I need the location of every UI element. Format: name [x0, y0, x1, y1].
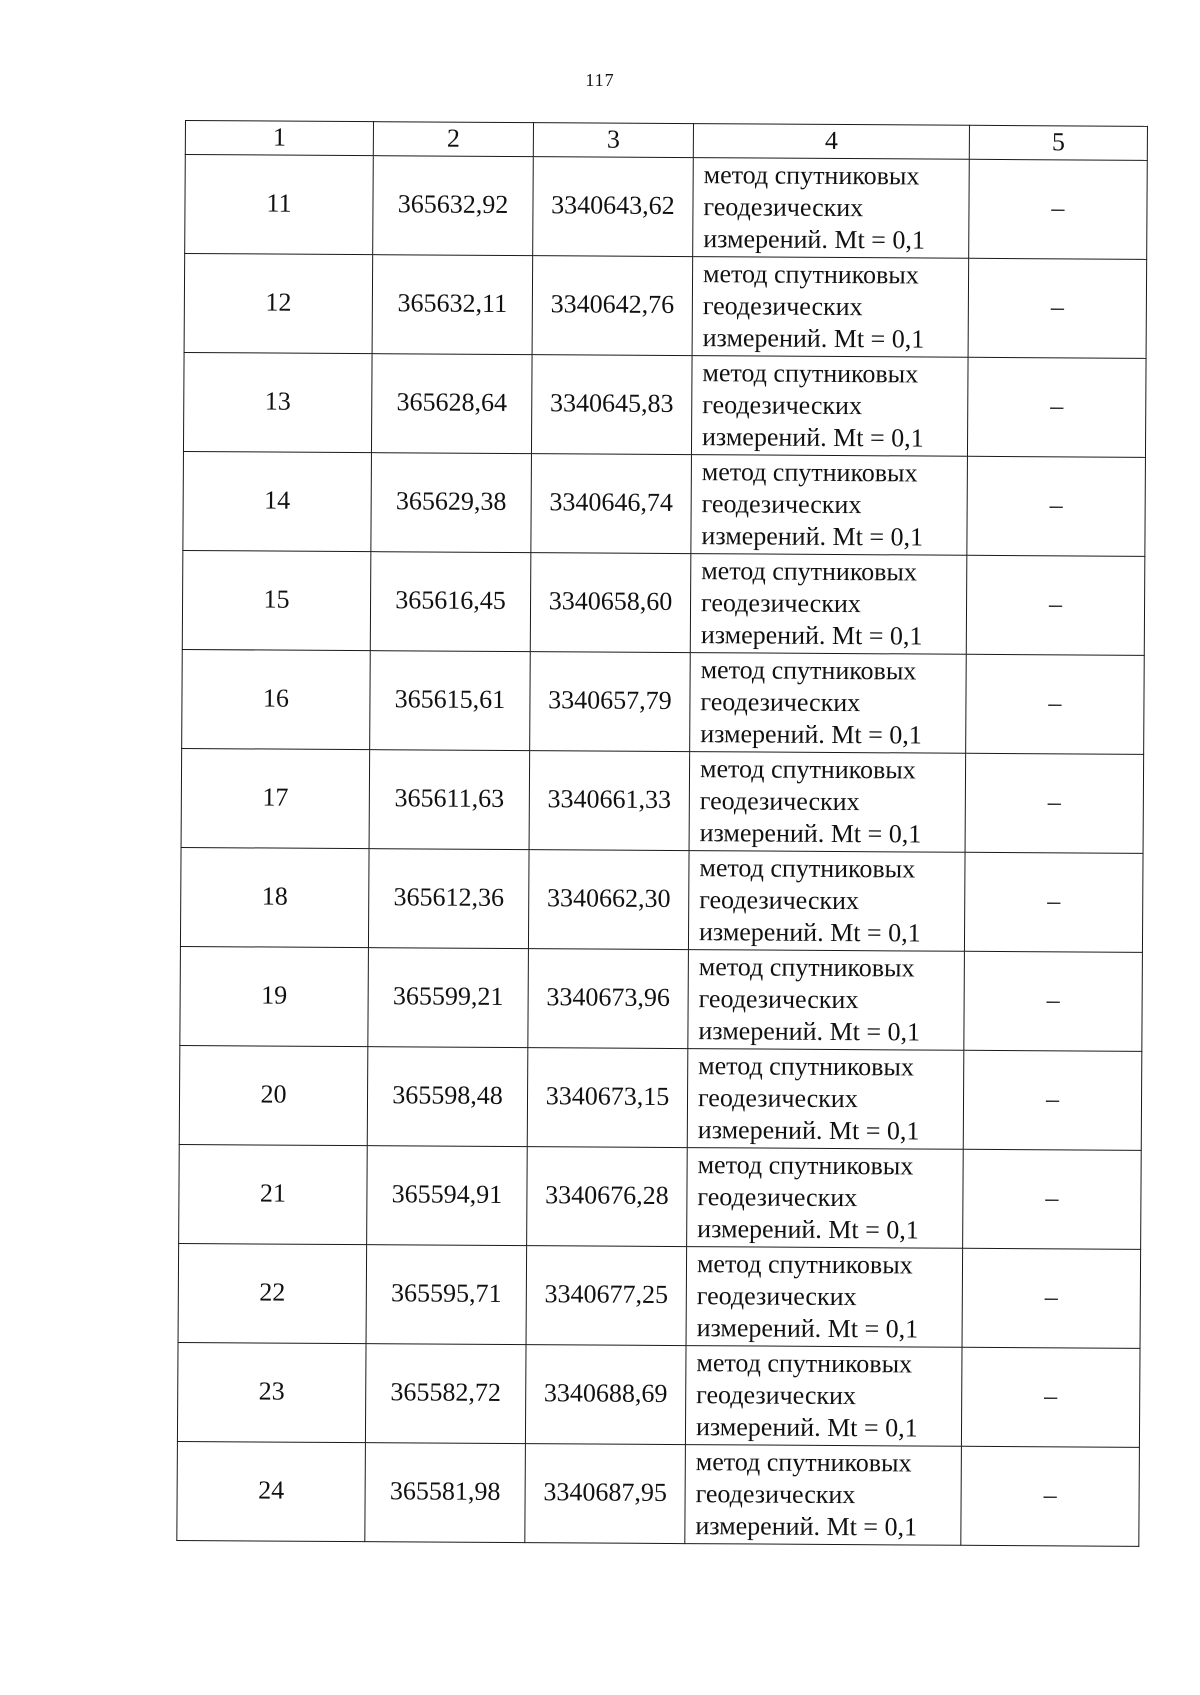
- x-coordinate-cell: 365628,64: [371, 353, 532, 453]
- table-row: [183, 451, 1146, 556]
- point-number-cell: 17: [181, 748, 370, 848]
- header-cell-2: 2: [373, 122, 533, 156]
- method-line: измерений. Mt = 0,1: [700, 718, 922, 750]
- method-cell: [686, 1246, 963, 1347]
- table-row: [184, 253, 1147, 358]
- method-cell: [685, 1345, 962, 1446]
- method-line: измерений. Mt = 0,1: [702, 322, 925, 354]
- x-coordinate-cell: 365594,91: [367, 1145, 528, 1245]
- method-line: метод спутниковых: [701, 555, 918, 586]
- x-coordinate-cell: 365611,63: [369, 749, 530, 849]
- method-line: геодезических: [699, 785, 860, 816]
- note-cell: –: [964, 852, 1143, 952]
- method-line: геодезических: [701, 488, 862, 519]
- method-line: геодезических: [702, 389, 863, 420]
- y-coordinate-cell: 3340661,33: [529, 750, 690, 850]
- method-line: геодезических: [699, 884, 860, 915]
- point-number-cell: 23: [177, 1342, 366, 1442]
- method-line: метод спутниковых: [697, 1149, 914, 1180]
- method-line: метод спутниковых: [702, 258, 919, 289]
- method-line: метод спутниковых: [698, 951, 915, 982]
- note-cell: –: [963, 1050, 1142, 1150]
- page-number: 117: [585, 70, 615, 90]
- table-row: [183, 352, 1146, 457]
- point-number-cell: 19: [180, 946, 369, 1046]
- method-cell: [691, 355, 968, 456]
- note-cell: –: [969, 159, 1148, 259]
- method-line: геодезических: [702, 290, 863, 321]
- y-coordinate-cell: 3340657,79: [530, 651, 691, 751]
- note-cell: –: [961, 1446, 1140, 1546]
- note-cell: –: [967, 456, 1146, 556]
- x-coordinate-cell: 365612,36: [368, 848, 529, 948]
- point-number-cell: 15: [182, 550, 371, 650]
- method-line: измерений. Mt = 0,1: [695, 1510, 918, 1541]
- method-line: геодезических: [700, 587, 861, 618]
- x-coordinate-cell: 365632,11: [372, 254, 533, 354]
- point-number-cell: 16: [182, 649, 371, 749]
- method-line: измерений. Mt = 0,1: [695, 1411, 918, 1442]
- method-cell: [690, 553, 967, 654]
- method-line: метод спутниковых: [703, 159, 920, 190]
- method-cell: [690, 652, 967, 753]
- table-row: [182, 649, 1145, 754]
- table-body: [177, 121, 1148, 1546]
- table-row: [177, 1342, 1140, 1447]
- method-line: геодезических: [695, 1478, 856, 1509]
- note-cell: –: [967, 357, 1146, 457]
- header-cell-5: 5: [969, 125, 1147, 160]
- y-coordinate-cell: 3340645,83: [531, 354, 692, 454]
- y-coordinate-cell: 3340688,69: [525, 1344, 686, 1444]
- method-line: метод спутниковых: [699, 852, 916, 883]
- method-line: измерений. Mt = 0,1: [696, 1312, 919, 1344]
- note-cell: –: [963, 1149, 1142, 1249]
- method-cell: [693, 157, 970, 258]
- x-coordinate-cell: 365616,45: [370, 551, 531, 651]
- table-row: [177, 1441, 1140, 1546]
- method-cell: [688, 949, 965, 1050]
- method-line: измерений. Mt = 0,1: [697, 1114, 920, 1146]
- y-coordinate-cell: 3340676,28: [527, 1146, 688, 1246]
- method-line: метод спутниковых: [698, 1050, 915, 1081]
- x-coordinate-cell: 365581,98: [365, 1442, 526, 1542]
- table-row: [185, 154, 1148, 259]
- method-line: метод спутниковых: [700, 654, 917, 685]
- x-coordinate-cell: 365615,61: [370, 650, 531, 750]
- note-cell: –: [968, 258, 1147, 358]
- y-coordinate-cell: 3340687,95: [525, 1443, 686, 1543]
- method-line: геодезических: [703, 191, 864, 222]
- note-cell: –: [966, 654, 1145, 754]
- point-number-cell: 14: [183, 451, 372, 551]
- method-cell: [688, 850, 965, 951]
- method-line: геодезических: [697, 1082, 858, 1113]
- table-row: [182, 550, 1145, 655]
- note-cell: –: [965, 753, 1144, 853]
- note-cell: –: [966, 555, 1145, 655]
- method-line: геодезических: [696, 1280, 857, 1311]
- method-cell: [687, 1147, 964, 1248]
- method-line: геодезических: [697, 1181, 858, 1212]
- x-coordinate-cell: 365598,48: [367, 1046, 528, 1146]
- method-line: измерений. Mt = 0,1: [697, 1213, 919, 1245]
- method-cell: [691, 454, 968, 555]
- method-line: измерений. Mt = 0,1: [701, 520, 924, 552]
- header-cell-4: 4: [693, 124, 969, 159]
- method-line: геодезических: [698, 983, 859, 1014]
- method-cell: [685, 1444, 962, 1545]
- method-line: геодезических: [696, 1379, 857, 1410]
- method-line: метод спутниковых: [696, 1248, 913, 1279]
- method-line: измерений. Mt = 0,1: [699, 817, 922, 849]
- method-line: метод спутниковых: [702, 357, 919, 388]
- y-coordinate-cell: 3340642,76: [532, 255, 693, 355]
- x-coordinate-cell: 365582,72: [365, 1343, 526, 1443]
- method-cell: [692, 256, 969, 357]
- method-line: измерений. Mt = 0,1: [701, 421, 924, 453]
- method-line: измерений. Mt = 0,1: [703, 223, 925, 255]
- note-cell: –: [961, 1347, 1140, 1447]
- point-number-cell: 13: [183, 352, 372, 452]
- y-coordinate-cell: 3340677,25: [526, 1245, 687, 1345]
- table-row: [178, 1243, 1141, 1348]
- x-coordinate-cell: 365629,38: [371, 452, 532, 552]
- method-line: измерений. Mt = 0,1: [700, 619, 923, 651]
- point-number-cell: 21: [179, 1144, 368, 1244]
- point-number-cell: 12: [184, 253, 373, 353]
- x-coordinate-cell: 365599,21: [368, 947, 529, 1047]
- method-line: метод спутниковых: [695, 1446, 912, 1477]
- table-row: [180, 946, 1143, 1051]
- method-cell: [687, 1048, 964, 1149]
- header-cell-1: 1: [185, 121, 373, 156]
- method-line: метод спутниковых: [696, 1347, 913, 1378]
- method-cell: [689, 751, 966, 852]
- point-number-cell: 22: [178, 1243, 367, 1343]
- x-coordinate-cell: 365595,71: [366, 1244, 527, 1344]
- y-coordinate-cell: 3340646,74: [531, 453, 692, 553]
- point-number-cell: 20: [179, 1045, 368, 1145]
- point-number-cell: 18: [180, 847, 369, 947]
- y-coordinate-cell: 3340643,62: [533, 156, 694, 256]
- header-cell-3: 3: [533, 123, 693, 157]
- method-line: геодезических: [700, 686, 861, 717]
- table-row: [180, 847, 1143, 952]
- y-coordinate-cell: 3340673,15: [527, 1047, 688, 1147]
- method-line: метод спутниковых: [699, 753, 916, 784]
- x-coordinate-cell: 365632,92: [373, 155, 534, 255]
- y-coordinate-cell: 3340658,60: [530, 552, 691, 652]
- y-coordinate-cell: 3340662,30: [528, 849, 689, 949]
- table-row: [181, 748, 1144, 853]
- y-coordinate-cell: 3340673,96: [528, 948, 689, 1048]
- method-line: измерений. Mt = 0,1: [698, 1015, 921, 1047]
- note-cell: –: [962, 1248, 1141, 1348]
- method-line: измерений. Mt = 0,1: [698, 916, 921, 948]
- note-cell: –: [964, 951, 1143, 1051]
- method-line: метод спутниковых: [701, 456, 918, 487]
- point-number-cell: 11: [185, 154, 374, 254]
- coordinates-table: [176, 120, 1148, 1546]
- table-row: [179, 1045, 1142, 1150]
- point-number-cell: 24: [177, 1441, 366, 1541]
- table-row: [179, 1144, 1142, 1249]
